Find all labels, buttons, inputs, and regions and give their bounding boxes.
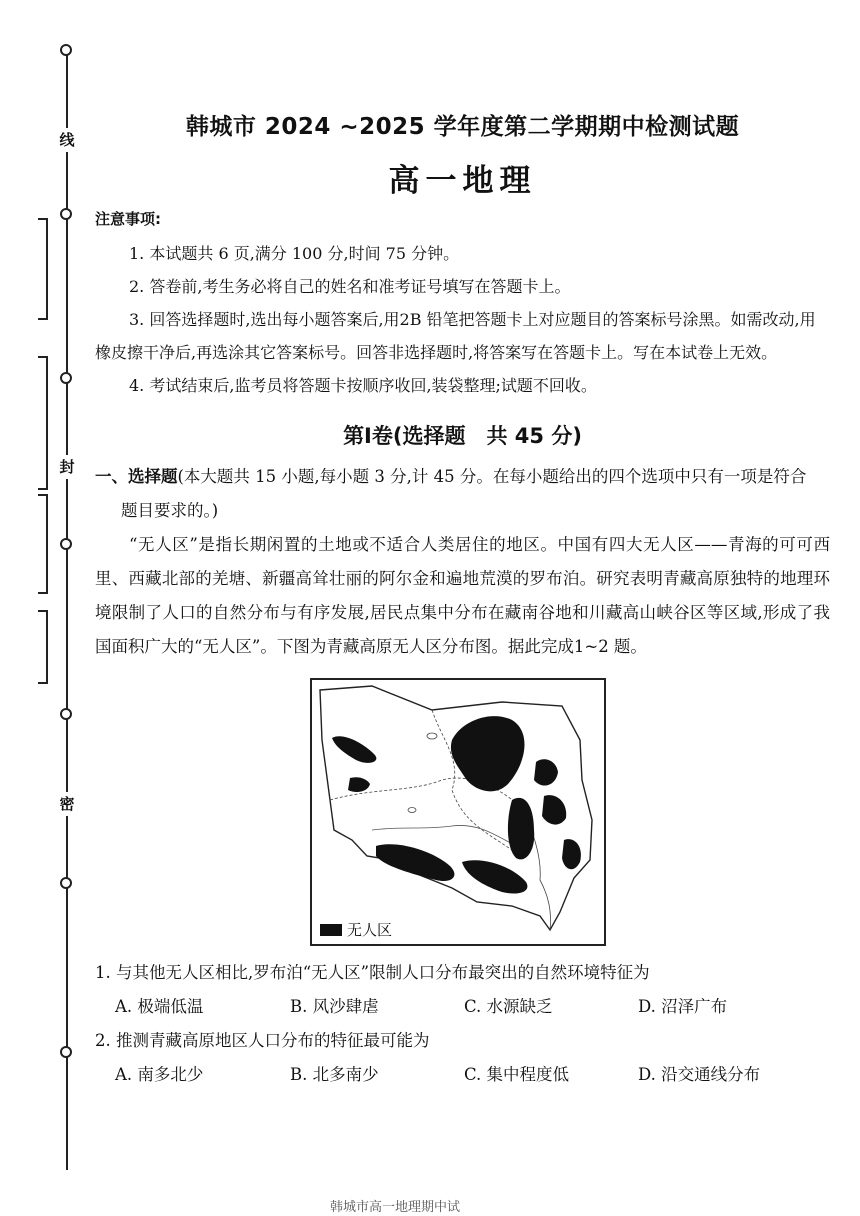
option-d: D. 沿交通线分布 (638, 1065, 761, 1084)
option-c: C. 水源缺乏 (464, 997, 553, 1016)
seal-mark-seal: 封 (58, 455, 76, 479)
binding-field-bracket (38, 218, 48, 320)
exam-page (95, 100, 830, 1092)
page-footer: 韩城市高一地理期中试 (330, 1200, 461, 1215)
binding-hole (60, 708, 72, 720)
notice-item: 2. 答卷前,考生务必将自己的姓名和准考证号填写在答题卡上。 (129, 277, 571, 296)
option-b: B. 北多南少 (290, 1065, 379, 1084)
binding-hole (60, 44, 72, 56)
no-mans-land-area (376, 844, 454, 881)
binding-hole (60, 1046, 72, 1058)
legend-swatch (320, 924, 342, 936)
binding-hole (60, 877, 72, 889)
binding-margin (0, 0, 100, 1216)
no-mans-land-area (508, 798, 534, 859)
notice-item: 1. 本试题共 6 页,满分 100 分,时间 75 分钟。 (129, 244, 460, 263)
no-mans-land-area (451, 716, 525, 791)
question-options (95, 1058, 830, 1092)
lake (408, 808, 416, 813)
no-mans-land-area (332, 736, 376, 763)
no-mans-land-area (462, 860, 527, 893)
option-a: A. 南多北少 (115, 1065, 204, 1084)
question-stem: 1. 与其他无人区相比,罗布泊“无人区”限制人口分布最突出的自然环境特征为 (95, 963, 650, 982)
reading-passage (95, 528, 830, 664)
no-mans-land-area (542, 795, 566, 824)
seal-mark-secret: 密 (58, 792, 76, 816)
lake (427, 733, 437, 739)
binding-field-bracket (38, 610, 48, 684)
option-c: C. 集中程度低 (464, 1065, 570, 1084)
no-mans-land-area (348, 777, 370, 792)
part-title: 第Ⅰ卷(选择题 共 45 分) (343, 424, 582, 448)
section-instructions: (本大题共 15 小题,每小题 3 分,计 45 分。在每小题给出的四个选项中只有一项是符合 (177, 467, 807, 486)
map-figure (310, 678, 606, 946)
no-mans-land-area (534, 759, 558, 785)
exam-title: 韩城市 2024 ~2025 学年度第二学期期中检测试题 (185, 114, 740, 140)
subject-title: 高一地理 (388, 163, 537, 199)
section-lead: 一、选择题 (95, 467, 178, 486)
legend-label: 无人区 (347, 921, 393, 939)
passage-text: “无人区”是指长期闲置的土地或不适合人类居住的地区。中国有四大无人区——青海的可可西里、西藏北部的羌塘、新疆高耸壮丽的阿尔金和遍地荒漠的罗布泊。研究表明青藏高原独特的地理环境限制了人口的自然分布与有序发展,居民点集中分布在藏南谷地和川藏高山峡谷区等区域,形成了我国面积广大的“无人区”。下图为青藏高原无人区分布图。据此完成1~2 题。 (95, 535, 830, 656)
notice-block (95, 208, 830, 402)
seal-mark-line: 线 (58, 128, 76, 152)
option-a: A. 极端低温 (115, 997, 204, 1016)
notice-item: 4. 考试结束后,监考员将答题卡按顺序收回,装袋整理;试题不回收。 (129, 376, 597, 395)
section-heading (95, 460, 830, 528)
binding-field-bracket (38, 356, 48, 490)
map-legend (320, 919, 392, 940)
question-options (95, 990, 830, 1024)
binding-hole (60, 372, 72, 384)
question-stem: 2. 推测青藏高原地区人口分布的特征最可能为 (95, 1031, 430, 1050)
option-d: D. 沼泽广布 (638, 997, 728, 1016)
binding-hole (60, 208, 72, 220)
binding-field-bracket (38, 494, 48, 594)
tibet-plateau-map (312, 680, 604, 944)
notice-heading: 注意事项: (95, 210, 161, 228)
notice-item: 3. 回答选择题时,选出每小题答案后,用2B 铅笔把答题卡上对应题目的答案标号涂黑。如需改动,用橡皮擦干净后,再选涂其它答案标号。回答非选择题时,将答案写在答题卡上。写在本试卷上无效。 (95, 310, 816, 362)
no-mans-land-area (562, 839, 581, 869)
binding-hole (60, 538, 72, 550)
section-instructions-cont: 题目要求的。) (121, 501, 219, 520)
option-b: B. 风沙肆虐 (290, 997, 379, 1016)
